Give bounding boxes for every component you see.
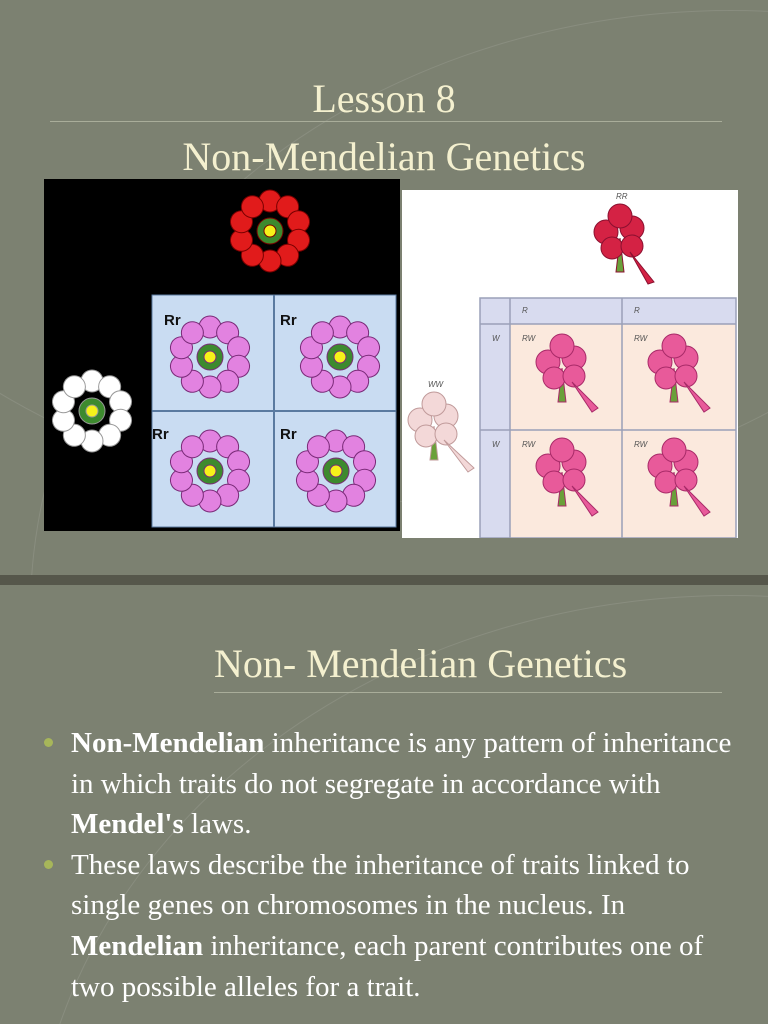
allele-header: R [522,306,528,315]
cell-genotype-label: RW [634,334,648,343]
red-parent-flower [228,190,313,272]
title-divider [50,121,722,122]
bullet-text: inheritance is any pattern of inheritance in which traits do not segregate in accordance with [71,727,732,800]
bold-term: Non-Mendelian [71,727,265,759]
bullet-text: inheritance, each parent contributes one of two possible alleles for a trait. [71,929,704,1003]
bold-term: Mendel's [71,808,184,841]
genotype-label: Rr [164,312,181,329]
bullet-text: laws. [183,808,252,841]
bullet-item [44,845,734,1007]
cell-genotype-label: RW [634,440,648,449]
genotype-label: Rr [152,426,169,443]
punnett-square-figure [44,179,400,531]
bullet-dot-icon [44,738,53,747]
allele-header: W [492,334,500,343]
incomplete-dominance-diagram [402,190,738,538]
white-parent-flower [408,392,474,472]
red-parent-flower [594,204,654,284]
lesson-subtitle: Non-Mendelian Genetics [182,134,586,179]
bold-term: Mendelian [71,929,204,962]
allele-header: W [492,440,500,449]
punnett-square-diagram [44,179,400,531]
genotype-label: Rr [280,426,297,443]
bullet-item [44,723,734,845]
allele-header: R [634,306,640,315]
incomplete-dominance-figure [402,190,738,538]
genotype-label: Rr [280,312,297,329]
bullet-list [44,723,734,1007]
lesson-title: Lesson 8 [312,76,456,121]
bullet-text: These laws describe the inheritance of traits linked to single genes on chromosomes in the nucleus. In [71,848,690,922]
white-parent-flower [50,370,135,452]
cell-genotype-label: RW [522,440,536,449]
slide-title: Non- Mendelian Genetics [214,641,628,686]
parent-genotype-label: RR [616,192,628,201]
cell-genotype-label: RW [522,334,536,343]
title-divider [214,692,722,693]
parent-genotype-label: WW [428,380,444,389]
bullet-dot-icon [44,860,53,869]
